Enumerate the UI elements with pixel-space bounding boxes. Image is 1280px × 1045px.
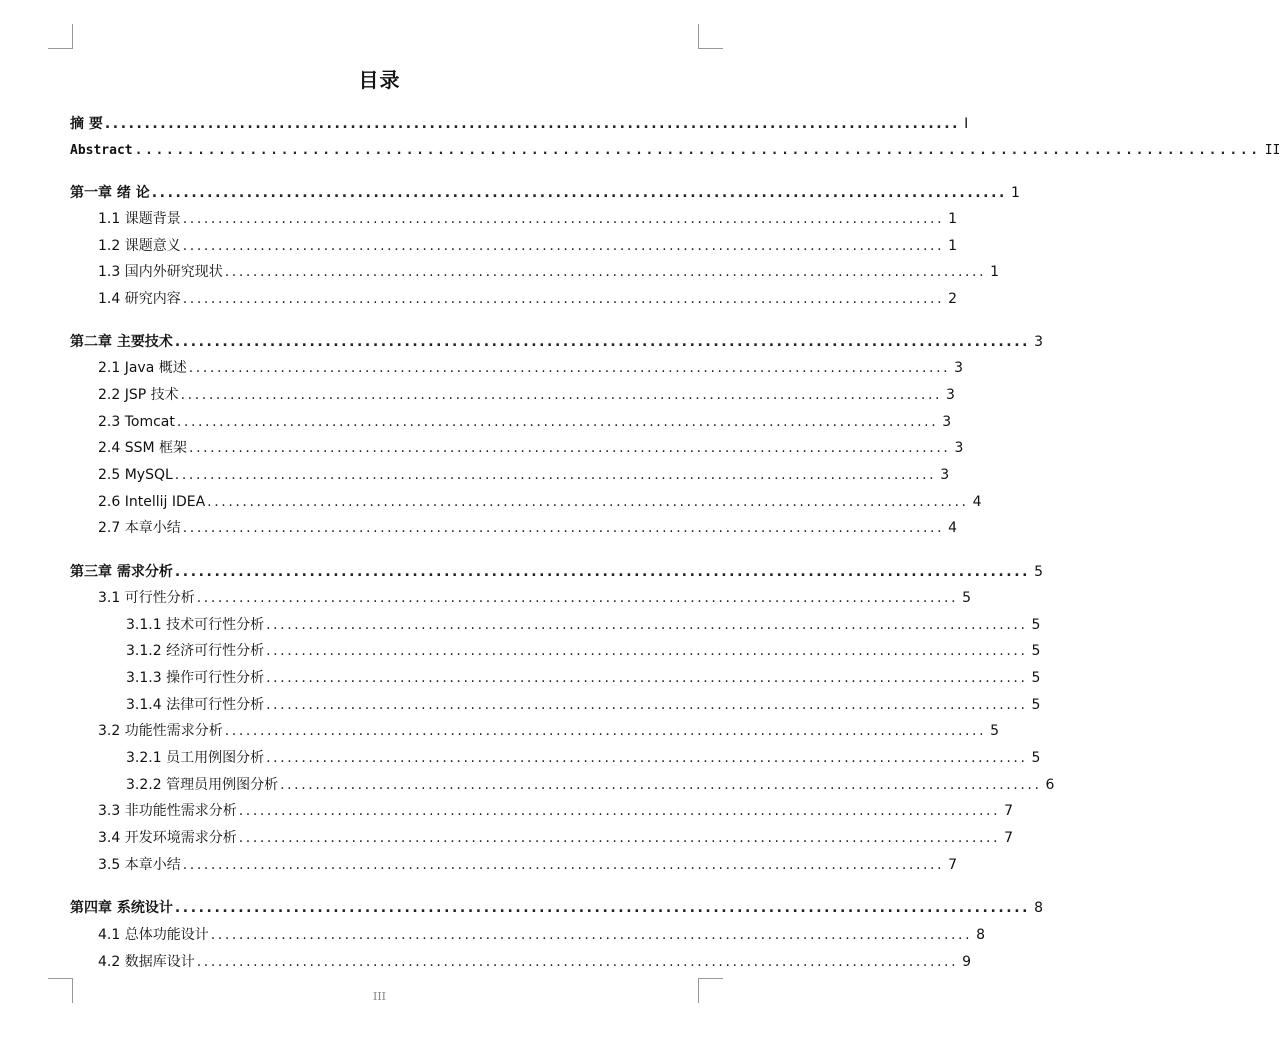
toc-entry-page: 5 (1031, 617, 1041, 633)
crop-mark-top-right (698, 24, 723, 49)
toc-entry[interactable]: Abstract ............................................................................................................ II (70, 141, 697, 161)
toc-entry-page: 5 (1031, 670, 1041, 686)
toc-entry[interactable]: 3.1 可行性分析 ............................................................................................................ 5 (98, 590, 972, 606)
toc-entry-page: 6 (1045, 777, 1055, 793)
page-number-footer: III (372, 990, 387, 1003)
toc-entry[interactable]: 2.3 Tomcat ............................................................................................................ 3 (98, 414, 952, 430)
toc-entry-page: 2 (948, 291, 958, 307)
toc-entry[interactable]: 3.1.4 法律可行性分析 ............................................................................................................ 5 (126, 697, 1041, 713)
toc-entry-page: 5 (1031, 697, 1041, 713)
toc-entry[interactable]: 3.2.1 员工用例图分析 ............................................................................................................ 5 (126, 750, 1041, 766)
toc-entry-page: 3 (954, 440, 964, 456)
toc-entry-page: 4 (972, 494, 982, 510)
toc-entry[interactable]: 3.5 本章小结 ............................................................................................................ 7 (98, 857, 958, 873)
toc-entry[interactable]: 摘 要 ............................................................................................................ I (70, 116, 969, 132)
toc-entry[interactable]: 3.3 非功能性需求分析 ............................................................................................................ 7 (98, 803, 1014, 819)
toc-entry-page: 1 (948, 238, 958, 254)
toc-entry[interactable]: 第一章 绪 论 ............................................................................................................ 1 (70, 185, 1020, 201)
toc-entry-title: 2.2 JSP 技术 (98, 387, 179, 403)
toc-entry-title: 3.5 本章小结 (98, 857, 181, 873)
toc-entry-page: 5 (962, 590, 972, 606)
toc-entry-page: 9 (962, 954, 972, 970)
toc-entry-page: 3 (946, 387, 955, 403)
toc-entry[interactable]: 2.1 Java 概述 ............................................................................................................ 3 (98, 360, 964, 376)
toc-entry[interactable]: 2.6 Intellij IDEA ............................................................................................................ 4 (98, 494, 982, 510)
toc-entry-page: 4 (948, 520, 958, 536)
toc-entry-title: 3.4 开发环境需求分析 (98, 830, 237, 846)
toc-entry-title: 2.1 Java 概述 (98, 360, 187, 376)
toc-entry[interactable]: 4.2 数据库设计 ............................................................................................................ 9 (98, 954, 972, 970)
toc-entry-title: 1.4 研究内容 (98, 291, 181, 307)
toc-entry-title: 1.3 国内外研究现状 (98, 264, 223, 280)
toc-entry-page: 1 (1010, 185, 1020, 201)
toc-entry-title: Abstract (70, 143, 133, 158)
toc-entry[interactable]: 2.5 MySQL ............................................................................................................ 3 (98, 467, 950, 483)
toc-entry-page: I (964, 116, 969, 132)
toc-entry-title: 4.2 数据库设计 (98, 954, 195, 970)
toc-entry-title: 2.4 SSM 框架 (98, 440, 188, 456)
toc-entry-page: 3 (942, 414, 952, 430)
toc-entry-page: 7 (1004, 803, 1014, 819)
toc-entry-title: 第二章 主要技术 (70, 334, 173, 350)
toc-entry[interactable]: 2.2 JSP 技术 ............................................................................................................ 3 (98, 387, 955, 403)
toc-entry-title: 2.7 本章小结 (98, 520, 181, 536)
toc-entry-title: 3.1.4 法律可行性分析 (126, 697, 265, 713)
toc-entry-title: 1.2 课题意义 (98, 238, 181, 254)
toc-entry[interactable]: 2.4 SSM 框架 ............................................................................................................ 3 (98, 440, 964, 456)
toc-entry-page: 8 (976, 927, 986, 943)
toc-entry-title: 3.2.2 管理员用例图分析 (126, 777, 279, 793)
toc-entry-page: 5 (1031, 750, 1041, 766)
toc-entry-title: 3.2.1 员工用例图分析 (126, 750, 265, 766)
toc-entry-page: 3 (954, 360, 964, 376)
toc-entry[interactable]: 3.2 功能性需求分析 ............................................................................................................ 5 (98, 723, 1000, 739)
toc-entry-page: 7 (1004, 830, 1014, 846)
toc-entry-page: 3 (1034, 334, 1043, 350)
toc-entry-page: 8 (1034, 900, 1043, 916)
toc-entry-title: 第三章 需求分析 (70, 564, 173, 580)
toc-entry[interactable]: 1.1 课题背景 ............................................................................................................ 1 (98, 211, 958, 227)
page-title: 目录 (358, 68, 401, 92)
toc-entry-title: 第四章 系统设计 (70, 900, 173, 916)
toc-entry[interactable]: 3.2.2 管理员用例图分析 ............................................................................................................ 6 (126, 777, 1055, 793)
toc-entry-title: 摘 要 (70, 116, 103, 132)
toc-entry-page: 5 (1031, 643, 1041, 659)
toc-entry-page: 7 (948, 857, 958, 873)
toc-entry[interactable]: 3.4 开发环境需求分析 ............................................................................................................ 7 (98, 830, 1014, 846)
toc-entry-title: 3.2 功能性需求分析 (98, 723, 223, 739)
toc-entry-title: 3.1.2 经济可行性分析 (126, 643, 265, 659)
toc-entry[interactable]: 3.1.1 技术可行性分析 ............................................................................................................ 5 (126, 617, 1041, 633)
toc-entry[interactable]: 第四章 系统设计 ............................................................................................................ 8 (70, 900, 1043, 916)
toc-entry-title: 3.1 可行性分析 (98, 590, 195, 606)
toc-entry[interactable]: 1.4 研究内容 ............................................................................................................ 2 (98, 291, 958, 307)
toc-entry-title: 2.6 Intellij IDEA (98, 494, 206, 510)
toc-entry-title: 2.3 Tomcat (98, 414, 175, 430)
toc-entry-title: 2.5 MySQL (98, 467, 173, 483)
toc-entry-title: 1.1 课题背景 (98, 211, 181, 227)
toc-entry[interactable]: 1.3 国内外研究现状 ............................................................................................................ 1 (98, 264, 1000, 280)
toc-entry-title: 3.1.3 操作可行性分析 (126, 670, 265, 686)
toc-entry[interactable]: 第二章 主要技术 ............................................................................................................ 3 (70, 334, 1043, 350)
toc-entry-page: 5 (990, 723, 1000, 739)
toc-entry-page: 3 (940, 467, 950, 483)
toc-entry[interactable]: 第三章 需求分析 ............................................................................................................ 5 (70, 564, 1043, 580)
crop-mark-top-left (48, 24, 73, 49)
toc-entry-page: II (1264, 143, 1280, 158)
toc-entry-title: 3.1.1 技术可行性分析 (126, 617, 265, 633)
toc-entry[interactable]: 3.1.2 经济可行性分析 ............................................................................................................ 5 (126, 643, 1041, 659)
toc-entry-title: 第一章 绪 论 (70, 185, 150, 201)
toc-entry[interactable]: 4.1 总体功能设计 ............................................................................................................ 8 (98, 927, 986, 943)
toc-entry[interactable]: 2.7 本章小结 ............................................................................................................ 4 (98, 520, 958, 536)
toc-entry[interactable]: 3.1.3 操作可行性分析 ............................................................................................................ 5 (126, 670, 1041, 686)
toc-entry-title: 4.1 总体功能设计 (98, 927, 209, 943)
toc-entry-page: 1 (990, 264, 1000, 280)
toc-entry-title: 3.3 非功能性需求分析 (98, 803, 237, 819)
toc-entry-page: 1 (948, 211, 958, 227)
toc-entry[interactable]: 1.2 课题意义 ............................................................................................................ 1 (98, 238, 958, 254)
toc-entry-page: 5 (1034, 564, 1043, 580)
